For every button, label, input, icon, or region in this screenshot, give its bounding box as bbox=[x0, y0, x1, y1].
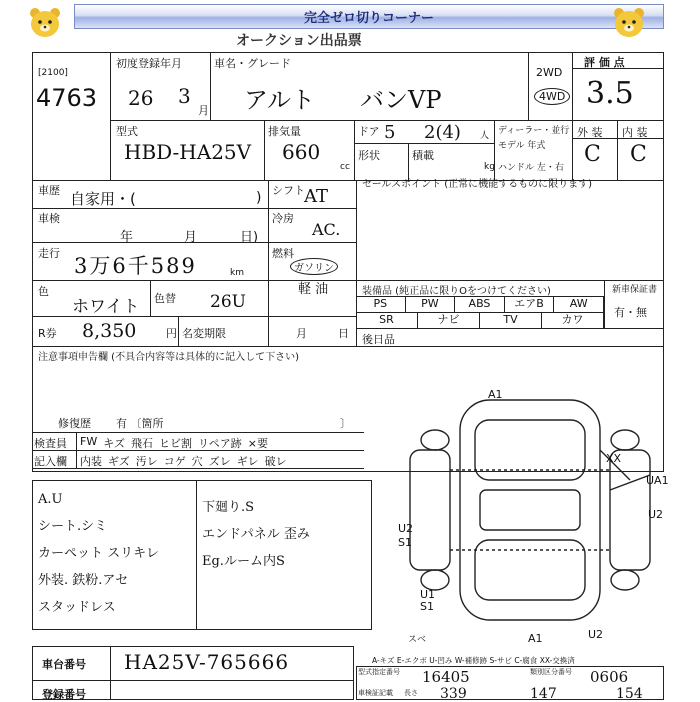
repair-value: 有 〔箇所 bbox=[116, 417, 164, 430]
sales-points-label: セールスポイント (正常に機能するものに限ります) bbox=[362, 179, 593, 190]
mascot-icon-left bbox=[26, 6, 64, 40]
checker-row-2 bbox=[80, 453, 287, 469]
model-value: HBD-HA25V bbox=[124, 140, 252, 164]
inspector-note: スタッドレス bbox=[38, 600, 116, 615]
checker-item: FW bbox=[80, 435, 98, 448]
recycle-label: R券 bbox=[38, 327, 57, 340]
checker-item: キズ bbox=[103, 437, 125, 450]
seating-unit: 人 bbox=[480, 131, 490, 141]
new-warranty-value: 有・無 bbox=[614, 306, 647, 319]
fuel-diesel: 軽 油 bbox=[298, 282, 329, 297]
shift-label: シフト bbox=[272, 184, 305, 197]
checker-item: 汚レ bbox=[135, 455, 158, 468]
score-value: 3.5 bbox=[586, 76, 634, 111]
checker-item: ズレ bbox=[208, 455, 231, 468]
handle-label: ハンドル 左・右 bbox=[498, 163, 564, 173]
faded-sheet-title: オークション出品票 bbox=[236, 33, 362, 49]
checker-item: 破レ bbox=[264, 455, 287, 468]
score-int-label: 内 装 bbox=[622, 126, 648, 139]
registration-label: 初度登録年月 bbox=[116, 57, 182, 70]
mark-ua1: UA1 bbox=[646, 474, 669, 487]
name-change-label: 名変期限 bbox=[182, 327, 226, 340]
inspector-note: 下廻り.S bbox=[202, 500, 255, 515]
history-value: 自家用・( bbox=[70, 190, 136, 208]
drive-value: 4WD bbox=[534, 88, 570, 105]
equipment-label: 装備品 (純正品に限りOをつけてください) bbox=[362, 286, 551, 297]
name-change-day: 日 bbox=[338, 327, 349, 340]
damage-legend: A-キズ E-エクボ U-凹み W-補修跡 S-サビ C-腐食 XX-交換済 bbox=[372, 656, 575, 665]
mark-s1-left: S1 bbox=[398, 536, 412, 549]
inspector-note: エンドパネル 歪み bbox=[202, 527, 310, 542]
recycle-unit: 円 bbox=[166, 327, 177, 340]
aircon-label: 冷房 bbox=[272, 212, 294, 225]
name-change-month: 月 bbox=[296, 327, 307, 340]
spec-col1-value: 16405 bbox=[422, 668, 470, 686]
dealer-label: ディーラー・並行 bbox=[498, 126, 570, 136]
recycle-value: 8,350 bbox=[82, 320, 137, 342]
mark-u1: U1 bbox=[420, 588, 436, 601]
displacement-value: 660 bbox=[282, 140, 321, 164]
car-name-label: 車名・グレード bbox=[214, 57, 291, 70]
shift-value: AT bbox=[304, 186, 329, 207]
lot-code: [2100] bbox=[38, 68, 68, 78]
equipment-item: TV bbox=[480, 312, 542, 328]
score-ext-value: C bbox=[584, 142, 601, 167]
doors-value: 5 bbox=[384, 122, 396, 143]
score-ext-label: 外 装 bbox=[577, 126, 603, 139]
spec-row2-a: 339 bbox=[440, 686, 467, 702]
inspector-note: 外装. 鉄粉.アセ bbox=[38, 573, 129, 588]
inspector-notes-left bbox=[38, 492, 159, 615]
color-code: 26U bbox=[210, 292, 246, 312]
inspector-note: シート.シミ bbox=[38, 519, 108, 534]
inspection-month-unit: 月 bbox=[184, 230, 198, 245]
capacity-label: 積載 bbox=[412, 149, 434, 162]
equipment-item: カワ bbox=[542, 312, 604, 328]
history-label: 車歴 bbox=[38, 184, 60, 197]
equipment-item: PW bbox=[406, 296, 456, 312]
mark-u2-left: U2 bbox=[398, 522, 414, 535]
checker-item: 穴 bbox=[191, 455, 203, 468]
chassis-label: 車台番号 bbox=[42, 658, 86, 671]
mark-u2-bottom: U2 bbox=[588, 628, 604, 641]
spec-col2-value: 0606 bbox=[590, 668, 629, 686]
new-warranty-label: 新車保証書 bbox=[612, 285, 658, 295]
registration-year: 26 bbox=[128, 86, 154, 110]
banner-title-text: 完全ゼロ切りコーナー bbox=[303, 11, 434, 26]
spec-h2: 類別区分番号 bbox=[530, 668, 572, 676]
banner-title bbox=[74, 4, 664, 29]
color-label: 色 bbox=[38, 285, 49, 298]
mark-a1-bottom: A1 bbox=[528, 632, 543, 645]
inspection-day-unit: 日) bbox=[240, 230, 259, 245]
lot-number: 4763 bbox=[36, 84, 98, 112]
inspector-note: A.U bbox=[38, 492, 63, 507]
fuel-label: 燃料 bbox=[272, 247, 294, 260]
equipment-item: ABS bbox=[455, 296, 505, 312]
color-value: ホワイト bbox=[72, 297, 140, 317]
mileage-unit: km bbox=[230, 268, 244, 278]
notes-label: 注意事項申告欄 (不具合内容等は具体的に記入して下さい) bbox=[38, 352, 299, 363]
mark-sube: スベ bbox=[408, 635, 427, 645]
checker-label-2: 記入欄 bbox=[34, 455, 67, 468]
aircon-value: AC. bbox=[312, 220, 341, 239]
drive-label: 2WD bbox=[536, 66, 563, 79]
spec-row2-c: 154 bbox=[616, 686, 643, 702]
repair-label: 修復歴 bbox=[58, 417, 91, 430]
mark-u2-right: U2 bbox=[648, 508, 664, 521]
score-label: 評 価 点 bbox=[584, 56, 625, 69]
car-name: アルト bbox=[244, 86, 316, 114]
inspector-note: Eg.ルーム内S bbox=[202, 554, 285, 569]
spec-h1: 型式指定番号 bbox=[358, 668, 400, 676]
mark-xx: XX bbox=[606, 452, 622, 465]
spec-h3: 車検証記載 bbox=[358, 689, 393, 697]
registration-month: 3 bbox=[178, 84, 191, 108]
checker-item: リペア跡 bbox=[198, 437, 242, 450]
mascot-icon-right bbox=[610, 6, 648, 40]
checker-item: ヒビ割 bbox=[159, 437, 192, 450]
aftermarket-label: 後日品 bbox=[362, 333, 395, 346]
displacement-label: 排気量 bbox=[268, 125, 301, 138]
mileage-value: 3万6千589 bbox=[74, 254, 197, 278]
color-change-label: 色替 bbox=[154, 292, 176, 305]
equipment-item: PS bbox=[356, 296, 406, 312]
history-close: ) bbox=[256, 190, 262, 206]
equipment-item: AW bbox=[554, 296, 604, 312]
checker-item: ギレ bbox=[236, 455, 259, 468]
checker-item: コゲ bbox=[163, 455, 186, 468]
mark-s1-bottom: S1 bbox=[420, 600, 434, 613]
model-year-label: モデル 年式 bbox=[498, 141, 546, 151]
bottom-label: 登録番号 bbox=[42, 688, 86, 701]
displacement-unit: cc bbox=[340, 162, 350, 172]
equipment-row-1 bbox=[356, 296, 604, 312]
capacity-unit: kg bbox=[484, 162, 495, 172]
checker-row-1 bbox=[80, 435, 268, 451]
inspector-notes-right bbox=[202, 496, 310, 569]
seating-value: 2(4) bbox=[424, 122, 461, 143]
equipment-item: SR bbox=[356, 312, 418, 328]
equipment-item: エアB bbox=[505, 296, 555, 312]
chassis-value: HA25V-765666 bbox=[124, 650, 290, 674]
inspector-note: カーペット スリキレ bbox=[38, 546, 160, 561]
repair-close: 〕 bbox=[340, 417, 351, 430]
checker-item: 内装 bbox=[80, 455, 102, 468]
inspection-year-unit: 年 bbox=[120, 230, 134, 245]
car-grade: バンVP bbox=[360, 86, 442, 114]
checker-item: 飛石 bbox=[131, 437, 153, 450]
spec-col1-label: 長さ bbox=[404, 689, 418, 697]
doors-label: ドア bbox=[358, 125, 380, 138]
model-label: 型式 bbox=[116, 125, 138, 138]
checker-item: ×要 bbox=[247, 437, 268, 450]
checker-item: ギズ bbox=[108, 455, 130, 468]
checker-label-1: 検査員 bbox=[34, 437, 67, 450]
equipment-row-2 bbox=[356, 312, 604, 328]
fuel-gasoline: ガソリン bbox=[290, 258, 338, 275]
body-shape-label: 形状 bbox=[358, 149, 380, 162]
inspection-label: 車検 bbox=[38, 212, 60, 225]
spec-row2-b: 147 bbox=[530, 686, 557, 702]
mark-a1-top: A1 bbox=[488, 388, 503, 401]
score-int-value: C bbox=[630, 142, 647, 167]
equipment-item: ナビ bbox=[418, 312, 480, 328]
registration-month-unit: 月 bbox=[198, 104, 209, 117]
mileage-label: 走行 bbox=[38, 247, 60, 260]
